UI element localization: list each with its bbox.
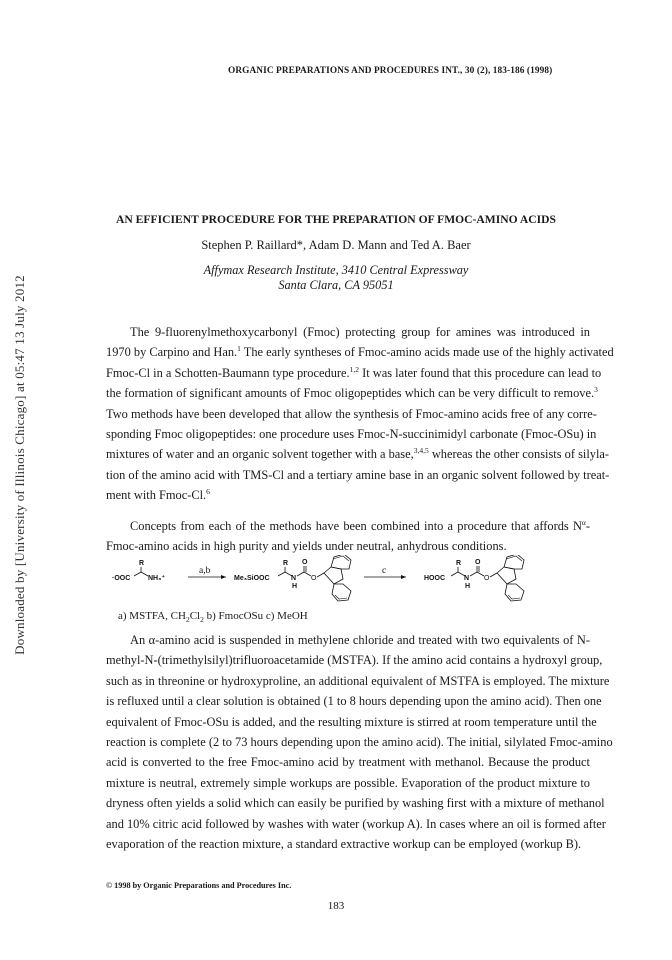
text-line: methyl-N-(trimethylsilyl)trifluoroacetamide (MSTFA). If the amino acid contains a hydroxyl group, [106, 653, 603, 668]
svg-text:H: H [292, 583, 298, 590]
text-line: the formation of significant amounts of Fmoc oligopeptides which can be very difficult to remove.$^3$ [106, 385, 598, 401]
page-number: 183 [327, 900, 345, 912]
text-line: is refluxed until a clear solution is obtained (1 to 8 hours depending upon the amino acid). Then one [106, 694, 602, 709]
svg-text:R: R [283, 560, 289, 567]
svg-text:R: R [456, 560, 462, 567]
alpha-superscript: α [581, 517, 586, 527]
text-line: sponding Fmoc oligopeptides: one procedure uses Fmoc-N-succinimidyl carbonate (Fmoc-OSu) in [106, 426, 597, 441]
svg-text:a,b: a,b [199, 566, 211, 576]
affiliation [0, 263, 672, 293]
copyright-notice: © 1998 by Organic Preparations and Procedures Inc. [106, 881, 292, 890]
svg-text:c: c [382, 566, 387, 576]
text-line: such as in threonine or hydroxyproline, an additional equivalent of MSTFA is employed. The mixture [106, 673, 610, 688]
fmoc-amino-acid-product [424, 555, 524, 601]
text-line: Fmoc-Cl in a Schotten-Baumann type procedure.$^{1,2}$ It was later found that this procedure can lead to [106, 364, 602, 380]
text-line: dryness often yields a solid which can easily be purified by washing first with a mixture of methanol [106, 796, 605, 811]
article-authors: Stephen P. Raillard*, Adam D. Mann and Ted A. Baer [201, 238, 471, 252]
text-line: reaction is complete (2 to 73 hours depending upon the amino acid). The initial, silylated Fmoc-amino [106, 734, 613, 749]
text-line: Concepts from each of the methods have been combined into a procedure that affords $N^\alpha-$ [130, 517, 590, 533]
text-line: Two methods have been developed that allow the synthesis of Fmoc-amino acids free of any corre- [106, 406, 597, 421]
svg-text:O: O [302, 559, 308, 566]
text-line: The 9-fluorenylmethoxycarbonyl (Fmoc) protecting group for amines was introduced in [130, 325, 590, 339]
citation: 6 [206, 487, 210, 496]
paragraph-procedure [106, 630, 613, 854]
text-line: Fmoc-amino acids in high purity and yields under neutral, anhydrous conditions. [106, 539, 507, 554]
starting-amino-acid [112, 560, 165, 582]
svg-text:R: R [139, 560, 145, 567]
svg-text:O: O [311, 575, 317, 582]
svg-text:N: N [291, 575, 297, 582]
svg-text:O: O [484, 575, 490, 582]
fluorenyl-group [324, 555, 351, 601]
svg-text:Me₃SiOOC: Me₃SiOOC [234, 575, 270, 582]
article-title: AN EFFICIENT PROCEDURE FOR THE PREPARATION OF FMOC-AMINO ACIDS [116, 213, 556, 226]
svg-text:NH₃⁺: NH₃⁺ [148, 575, 166, 582]
silylated-intermediate [234, 555, 351, 601]
fluorenyl-group [497, 555, 524, 601]
svg-text:N: N [464, 575, 470, 582]
text-line: mixtures of water and an organic solvent together with a base,$^{3,4,5}$ whereas the other consists of silyla- [106, 446, 610, 462]
download-sidebar [0, 0, 40, 960]
affiliation-line: Santa Clara, CA 95051 [278, 278, 394, 292]
text-line: 1970 by Carpino and Han.$^1$ The early syntheses of Fmoc-amino acids made use of the highly activated [106, 344, 614, 360]
citation: 3 [594, 385, 598, 395]
reaction-conditions: a) MSTFA, $CH_2Cl_2$ b) FmocOSu c) MeOH [118, 610, 308, 625]
text-line: equivalent of Fmoc-OSu is added, and the resulting mixture is stirred at room temperature until the [106, 714, 597, 729]
citation: 1,2 [349, 364, 359, 374]
svg-text:H: H [465, 583, 471, 590]
svg-text:·OOC: ·OOC [112, 575, 131, 582]
journal-header: ORGANIC PREPARATIONS AND PROCEDURES INT., 30 (2), 183-186 (1998) [228, 66, 553, 76]
text-line: mixture is neutral, extremely simple workups are possible. Evaporation of the product mixture to [106, 775, 590, 790]
text-line: and 10% citric acid followed by washes with water (workup A). In cases where an oil is formed after [106, 816, 606, 831]
paragraph-concepts [106, 516, 590, 557]
download-note: Downloaded by [University of Illinois Chicago] at 05:47 13 July 2012 [12, 275, 27, 655]
reaction-arrow-c [364, 566, 406, 579]
svg-text:O: O [475, 559, 481, 566]
text-line: evaporation of the reaction mixture, a standard extractive workup can be employed (workup B). [106, 836, 582, 851]
citation: 3,4,5 [413, 446, 429, 456]
svg-text:HOOC: HOOC [424, 575, 445, 582]
paragraph-intro [106, 322, 614, 506]
text-line: tion of the amino acid with TMS-Cl and a tertiary amine base in an organic solvent followed by treat- [106, 467, 610, 482]
text-line: An α-amino acid is suspended in methylene chloride and treated with two equivalents of N- [130, 633, 590, 647]
reaction-scheme [106, 555, 590, 635]
affiliation-line: Affymax Research Institute, 3410 Central Expressway [203, 263, 469, 277]
citation: 1 [237, 344, 241, 354]
reaction-arrow-ab [188, 566, 226, 579]
text-line: acid is converted to the free Fmoc-amino acid by treatment with methanol. Because the product [106, 755, 590, 770]
text-line: ment with Fmoc-Cl.$^6$ [106, 487, 210, 503]
